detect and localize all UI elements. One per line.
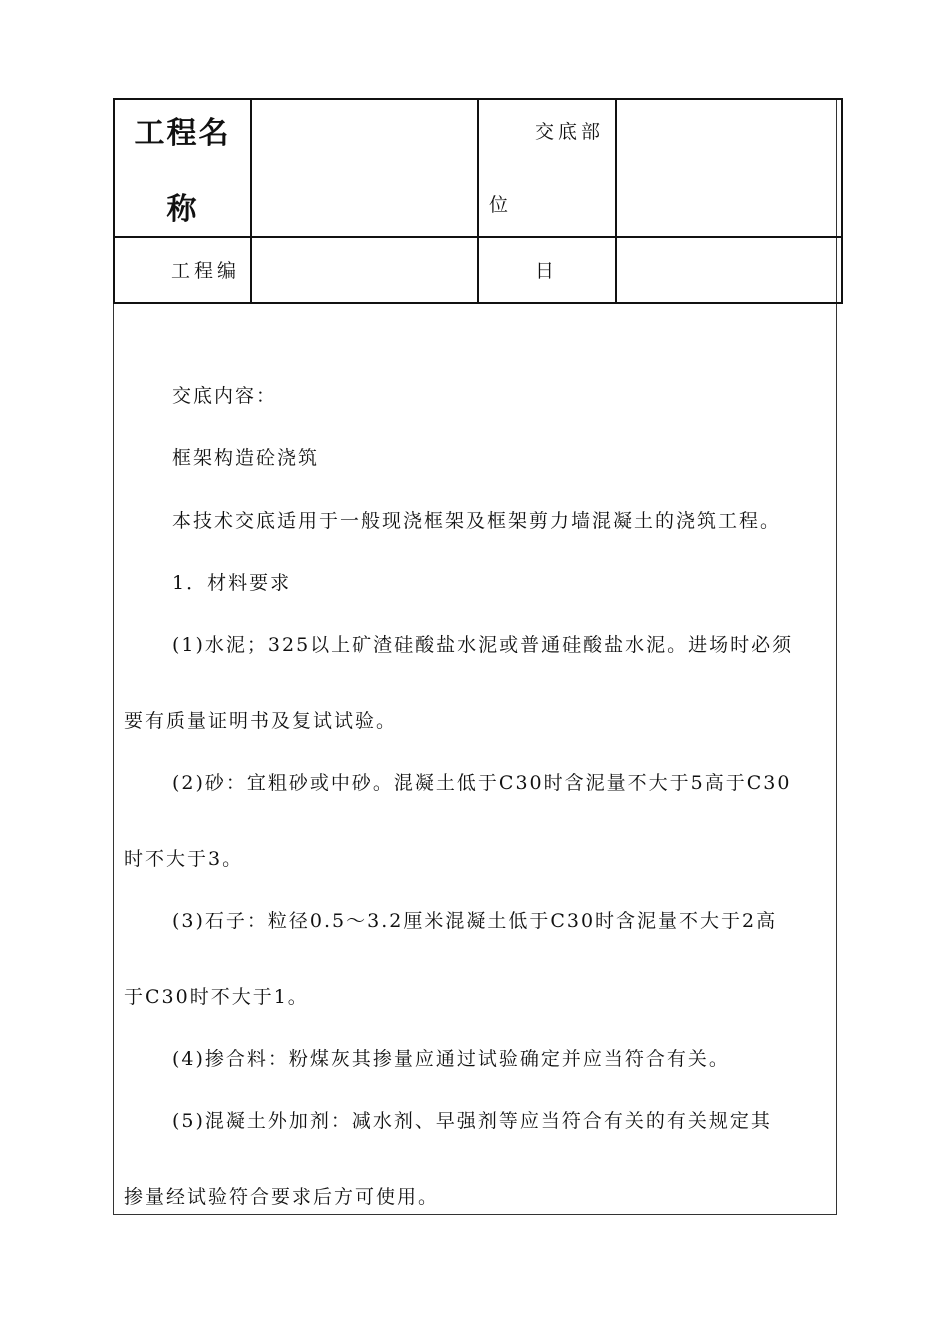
date-value-cell[interactable] <box>616 237 842 303</box>
item-cement-line1: (1)水泥；325以上矿渣硅酸盐水泥或普通硅酸盐水泥。进场时必须 <box>172 634 794 656</box>
content-title: 框架构造砼浇筑 <box>172 447 320 469</box>
section-material-requirements: 1．材料要求 <box>172 572 292 594</box>
project-no-label-cell <box>114 237 251 303</box>
item-additive-line2: 掺量经试验符合要求后方可使用。 <box>124 1186 440 1208</box>
content-intro: 本技术交底适用于一般现浇框架及框架剪力墙混凝土的浇筑工程。 <box>172 510 782 532</box>
project-name-label-cell <box>114 99 251 237</box>
item-stone-line1: (3)石子：粒径0.5～3.2厘米混凝土低于C30时含泥量不大于2高 <box>172 910 778 932</box>
project-no-label: 工程编 <box>171 260 241 282</box>
date-label: 日 <box>535 260 559 282</box>
content-heading: 交底内容： <box>172 385 278 407</box>
item-admixture: (4)掺合料：粉煤灰其掺量应通过试验确定并应当符合有关。 <box>172 1048 730 1070</box>
header-table <box>113 98 843 304</box>
item-additive-line1: (5)混凝土外加剂：减水剂、早强剂等应当符合有关的有关规定其 <box>172 1110 772 1132</box>
project-name-value-cell[interactable] <box>251 99 478 237</box>
handover-part-label-cell <box>478 99 616 237</box>
project-name-label-line2: 称 <box>166 192 199 227</box>
project-name-label-line1: 工程名 <box>134 116 231 151</box>
project-no-value-cell[interactable] <box>251 237 478 303</box>
item-cement-line2: 要有质量证明书及复试试验。 <box>124 710 398 732</box>
item-stone-line2: 于C30时不大于1。 <box>124 986 309 1008</box>
handover-part-value-cell[interactable] <box>616 99 842 237</box>
item-sand-line2: 时不大于3。 <box>124 848 244 870</box>
handover-part-label-line1: 交底部 <box>535 121 605 143</box>
item-sand-line1: (2)砂：宜粗砂或中砂。混凝土低于C30时含泥量不大于5高于C30 <box>172 772 792 794</box>
date-label-cell <box>478 237 616 303</box>
handover-part-label-line2: 位 <box>489 194 513 216</box>
